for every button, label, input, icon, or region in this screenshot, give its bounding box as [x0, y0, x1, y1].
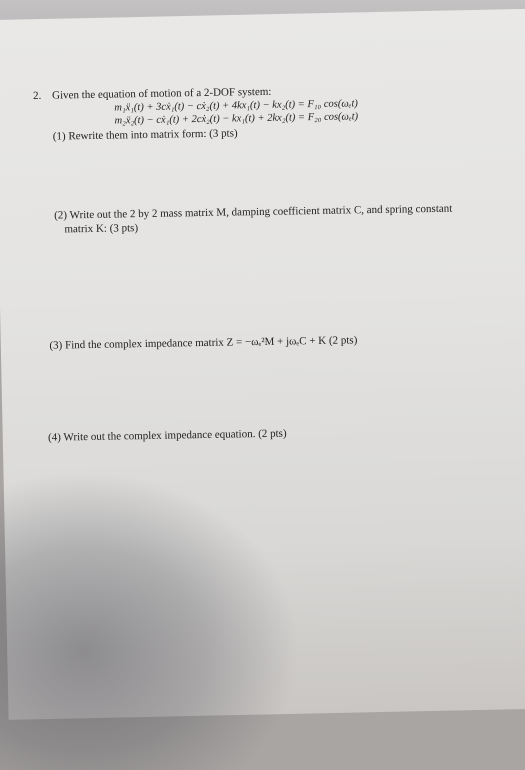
equation-2: m₂ẍ₂(t) − cẋ₁(t) + 2cẋ₂(t) − kx₁(t) + 2kx₂(t) = F₂₀ cos(ωₑt) [114, 111, 359, 127]
question-3: (3) Find the complex impedance matrix Z = −ωₑ²M + jωₑC + K (2 pts) [49, 334, 358, 352]
question-1: (1) Rewrite them into matrix form: (3 pts) [52, 127, 238, 143]
problem-number: 2. [32, 89, 42, 102]
question-4: (4) Write out the complex impedance equation. (2 pts) [47, 427, 287, 444]
equation-1: m₁ẍ₁(t) + 3cẋ₁(t) − cẋ₂(t) + 4kx₁(t) − kx₂(t) = F₁₀ cos(ωₑt) [114, 98, 358, 114]
problem-intro: Given the equation of motion of a 2-DOF system: [51, 85, 272, 102]
question-2-line-2: matrix K: (3 pts) [64, 222, 139, 236]
question-2-line-1: (2) Write out the 2 by 2 mass matrix M, damping coefficient matrix C, and spring constant [54, 202, 453, 222]
